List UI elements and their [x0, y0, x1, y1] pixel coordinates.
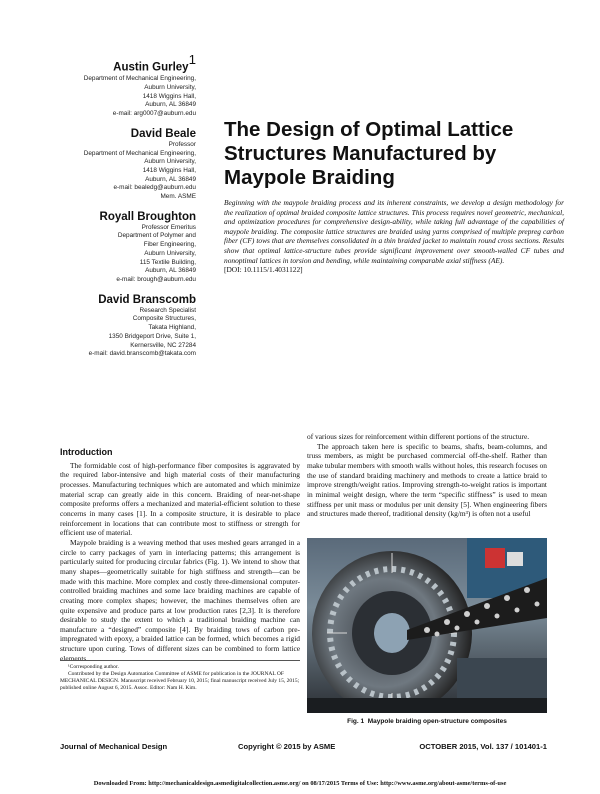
author-affiliation-line: Professor [168, 140, 196, 148]
author-footnote-mark: 1 [188, 52, 196, 67]
author-affiliation-line: 115 Textile Building, [139, 258, 196, 266]
author-affiliation-line: Research Specialist [139, 306, 196, 314]
author-affiliation-line: Auburn, AL 36849 [145, 175, 196, 183]
author-name: David Beale [130, 127, 196, 140]
author-entry [40, 127, 196, 202]
author-affiliation-line: Takata Highland, [148, 324, 196, 332]
author-affiliation-line: Auburn, AL 36849 [145, 101, 196, 109]
right-column [307, 432, 547, 519]
body-paragraph: The approach taken here is specific to beams, shafts, beam-columns, and truss members, as might be purchased commercial off-the-shelf. Rather than make tubular members with smooth walls without holes, this research focuses on the use of standard braiding machinery and methods to create a lattice braid to improve strength/weight ratios. Improving strength-to-weight ratios is important in minimal weight design, where the term “specific stiffness” is used to mean stiffness per unit mass or modulus per unit density [5]. When engineering fibers and structures made thereof, traditional density (kg/m³) is often not a useful [307, 441, 547, 519]
author-affiliation-line: Kernersville, NC 27284 [130, 341, 196, 349]
left-column [60, 448, 300, 663]
footnote: ¹Corresponding author. [68, 664, 119, 670]
footer-issue: OCTOBER 2015, Vol. 137 / 101401-1 [419, 742, 547, 751]
author-name: Austin Gurley [113, 61, 189, 74]
footnote: Contributed by the Design Automation Committee of ASME for publication in the JOURNAL OF MECHANICAL DESIGN. Manuscript received February 10, 2015; final manuscript received July 15, 2015; published online August 6, 2015. Assoc. Editor: Nam H. Kim. [60, 671, 300, 691]
author-affiliation-line: 1418 Wiggins Hall, [142, 92, 196, 100]
footer-journal: Journal of Mechanical Design [60, 742, 168, 751]
figure-braiding-machine [307, 538, 547, 713]
author-affiliation-line: 1350 Bridgeport Drive, Suite 1, [108, 332, 196, 340]
figure-caption-text: Maypole braiding open-structure composites [367, 718, 507, 725]
footer-copyright: Copyright © 2015 by ASME [238, 742, 336, 751]
download-notice: Downloaded From: http://mechanicaldesign.asmedigitalcollection.asme.org/ on 08/17/2015 Terms of Use: http://www.asme.org/about-asme/terms-of-use [93, 780, 507, 787]
author-affiliation-line: Mem. ASME [160, 193, 196, 201]
author-entry [40, 210, 196, 285]
author-affiliation-line: Department of Polymer and [117, 232, 196, 240]
author-block [40, 52, 196, 367]
body-paragraph: Maypole braiding is a weaving method that uses meshed gears arranged in a circle to carry packages of yarn in interlacing patterns; this arrangement is particularly suited for producing circular fabrics (Fig. 1). We intend to show that many shapes—geometrically suitable for high stiffness and strength—can be made with this machine. More complex and costly three-dimensional computer-controlled braiding machines and some lace braiding machines are capable of creating more complex shapes; however, the machines themselves often are quite expensive and produce parts at low production rates [2,3]. It is therefore desirable to study the extent to which a traditional braiding machine can manufacture a “designed” composite [4]. By braiding tows of carbon pre-impregnated with epoxy, a braided lattice can be formed, which becomes a rigid structure upon curing. Tows of different sizes can be combined to form lattice elements [60, 537, 300, 663]
footnotes [60, 660, 300, 692]
author-affiliation-line: Professor Emeritus [141, 223, 196, 231]
author-affiliation-line: Auburn University, [144, 249, 196, 257]
body-paragraph: of various sizes for reinforcement within different portions of the structure. [307, 432, 530, 441]
abstract-text: Beginning with the maypole braiding process and its inherent constraints, we develop a design methodology for the realization of optimal braided composite lattice structures. This process requires novel geometric, mechanical, and optimization procedures for comprehensive design-ability, while taking full advantage of the capabilities of maypole braiding. The composite lattice structures are braided using yarns comprised of multiple prepreg carbon fiber (CF) tows that are themselves consolidated in a thin braided jacket to maintain round cross sections. Results show that optimal lattice-structure tubes provide significant improvement over smooth-walled CF tubes and nonoptimal lattices in torsion and bending, while maintaining comparable axial stiffness (AE). [224, 198, 564, 265]
author-email[interactable]: e-mail: brough@auburn.edu [116, 275, 196, 283]
author-entry [40, 52, 196, 119]
doi[interactable]: [DOI: 10.1115/1.4031122] [224, 265, 303, 275]
abstract [224, 198, 564, 275]
author-affiliation-line: Department of Mechanical Engineering, [83, 149, 196, 157]
author-email[interactable]: e-mail: david.branscomb@takata.com [88, 350, 196, 358]
author-entry [40, 293, 196, 359]
author-affiliation-line: Composite Structures, [132, 315, 196, 323]
author-name: David Branscomb [98, 293, 196, 306]
figure-caption-label: Fig. 1 [347, 718, 365, 725]
author-affiliation-line: Fiber Engineering, [143, 241, 196, 249]
author-affiliation-line: Auburn University, [144, 158, 196, 166]
author-name: Royall Broughton [99, 210, 196, 223]
paper-title: The Design of Optimal Lattice Structures Manufactured by Maypole Braiding [224, 118, 514, 189]
author-affiliation-line: Auburn, AL 36849 [145, 267, 196, 275]
author-affiliation-line: Auburn University, [144, 84, 196, 92]
figure-caption [307, 718, 547, 725]
author-affiliation-line: Department of Mechanical Engineering, [83, 75, 196, 83]
author-email[interactable]: e-mail: arg0007@auburn.edu [112, 110, 196, 118]
author-affiliation-line: 1418 Wiggins Hall, [142, 166, 196, 174]
author-email[interactable]: e-mail: bealedg@auburn.edu [113, 184, 196, 192]
body-paragraph: The formidable cost of high-performance fiber composites is aggravated by the required labor-intensive and high material costs of their manufacturing processes. Manufacturing techniques which are automated and which minimize material scrap can greatly aide in this concern. Braiding of near-net-shape composite preforms offers a mechanized and material-efficient solution to these concerns in many cases [1]. In a composite structure, it is desirable to place reinforcement in locations that can contribute most to stiffness or strength for efficient use of material. [60, 460, 300, 538]
section-heading-introduction: Introduction [60, 447, 113, 457]
